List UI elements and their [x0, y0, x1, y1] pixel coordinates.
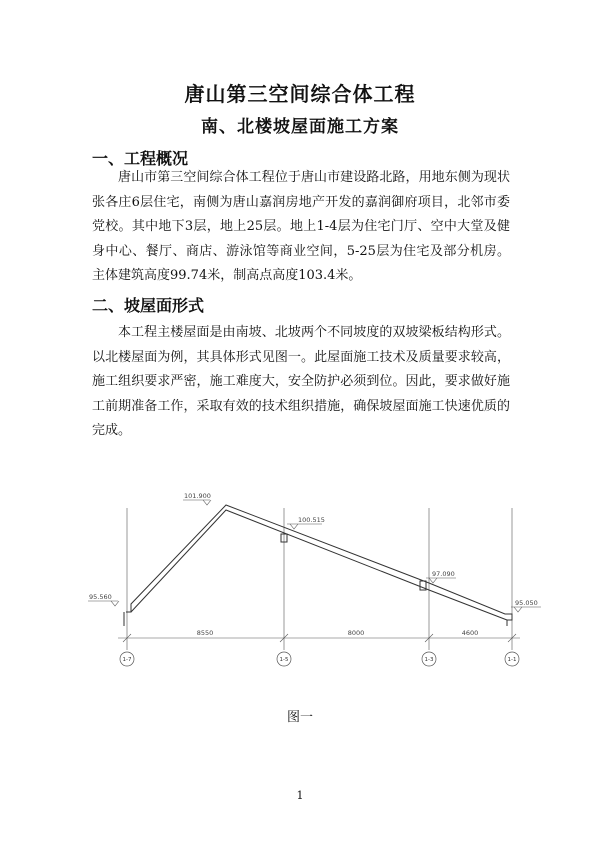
- axis-label: 1-7: [122, 657, 132, 663]
- section-paragraph-roof-form: 本工程主楼屋面是由南坡、北坡两个不同坡度的双坡梁板结构形式。以北楼屋面为例，其具体形式见图一。此屋面施工技术及质量要求较高，施工组织要求严密，施工难度大，安全防护必须到位。因此，要求做好施工前期准备工作，采取有效的技术组织措施，确保坡屋面施工快速优质的完成。: [92, 325, 510, 438]
- dimension-label: 4600: [461, 629, 479, 637]
- elevation-label: 95.050: [515, 599, 538, 607]
- figure-caption: 图一: [286, 710, 313, 725]
- elevation-label: 101.900: [184, 492, 211, 500]
- document-subtitle: 南、北楼坡屋面施工方案: [201, 117, 399, 137]
- page-number: 1: [296, 789, 304, 802]
- axis-label: 1-5: [279, 657, 289, 663]
- section-heading-overview: 一、工程概况: [92, 149, 189, 168]
- section-heading-roof-form: 二、坡屋面形式: [92, 296, 205, 315]
- dimension-label: 8550: [196, 629, 214, 637]
- roof-section-figure: [0, 470, 600, 690]
- elevation-label: 100.515: [298, 516, 325, 524]
- axis-label: 1-3: [424, 657, 434, 663]
- axis-label: 1-1: [507, 657, 517, 663]
- axis-lines: [127, 508, 512, 650]
- elevation-label: 95.560: [89, 593, 112, 601]
- section-paragraph-overview: 唐山市第三空间综合体工程位于唐山市建设路北路，用地东侧为现状张各庄6层住宅，南侧为唐山嘉润房地产开发的嘉润御府项目，北邻市委党校。其中地下3层，地上25层。地上1-4层为住宅门厅、空中大堂及健身中心、餐厅、商店、游泳馆等商业空间，5-25层为住宅及部分机房。主体建筑高度99.74米，制高点高度103.4米。: [92, 170, 510, 283]
- elevation-label: 97.090: [432, 570, 455, 578]
- dimension-line: [118, 634, 520, 642]
- dimension-label: 8000: [347, 629, 365, 637]
- document-title: 唐山第三空间综合体工程: [184, 82, 416, 106]
